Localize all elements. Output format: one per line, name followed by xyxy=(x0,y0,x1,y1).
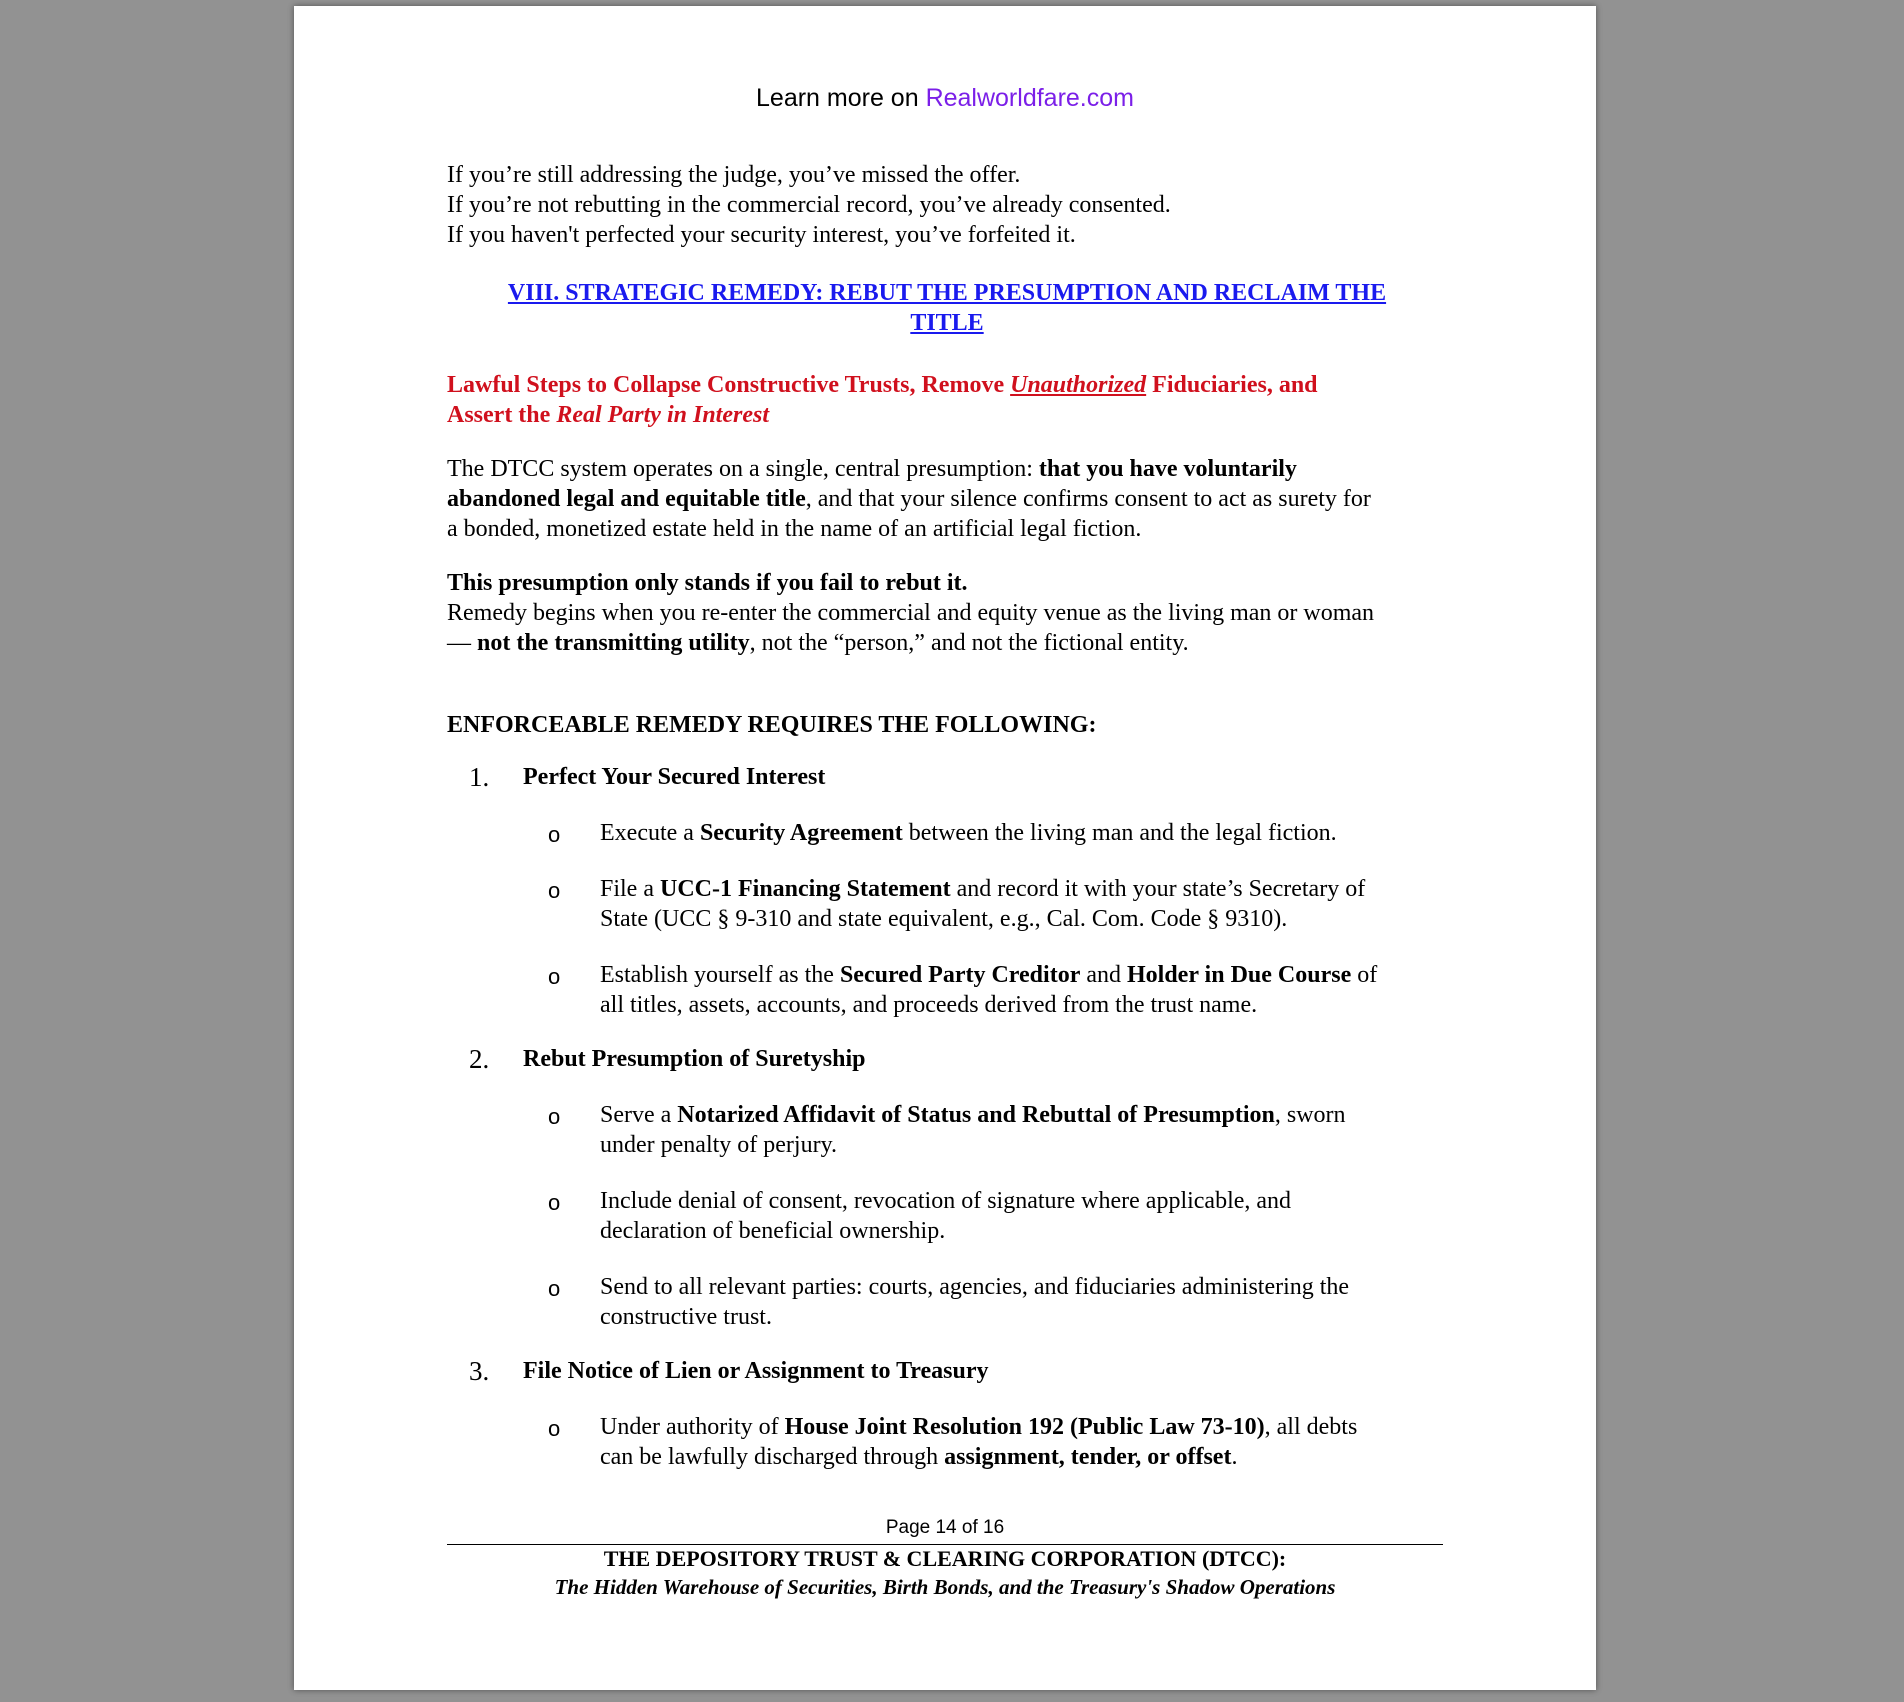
subheading-emphasis: Unauthorized xyxy=(1010,372,1147,398)
paragraph-text: a bonded, monetized estate held in the name of an artificial legal fiction. xyxy=(447,516,1142,542)
intro-lines xyxy=(447,160,1447,250)
sub-text: of xyxy=(1351,962,1378,988)
list-item-title: Rebut Presumption of Suretyship xyxy=(523,1046,866,1072)
hollow-bullet-icon: o xyxy=(548,964,561,989)
sub-text: declaration of beneficial ownership. xyxy=(600,1218,946,1244)
sub-item xyxy=(447,1186,1447,1246)
document-page xyxy=(294,6,1596,1690)
sub-text: Include denial of consent, revocation of signature where applicable, and xyxy=(600,1188,1292,1214)
paragraph-bold: that you have voluntarily xyxy=(1038,456,1297,482)
paragraph-text: Remedy begins when you re-enter the commercial and equity venue as the living man or woman xyxy=(447,600,1375,626)
sub-bold: assignment, tender, or offset xyxy=(944,1444,1232,1470)
subheading-emphasis: Real Party in Interest xyxy=(556,402,769,428)
subheading-text: Fiduciaries, and xyxy=(1146,372,1318,398)
sub-bold: UCC-1 Financing Statement xyxy=(660,876,951,902)
sub-text: State (UCC § 9-310 and state equivalent, e.g., Cal. Com. Code § 9310). xyxy=(600,906,1288,932)
list-item xyxy=(447,1356,1447,1472)
list-item-number: 1. xyxy=(469,762,490,792)
paragraph-text: , and that your silence confirms consent to act as surety for xyxy=(805,486,1371,512)
paragraph-text: — xyxy=(447,630,477,656)
sub-item xyxy=(447,874,1447,934)
hollow-bullet-icon: o xyxy=(548,1190,561,1215)
requirements-heading: ENFORCEABLE REMEDY REQUIRES THE FOLLOWING: xyxy=(447,712,1097,738)
sub-bold: House Joint Resolution 192 (Public Law 73-10) xyxy=(784,1414,1265,1440)
sub-text: Establish yourself as the xyxy=(600,962,840,988)
paragraph-remedy xyxy=(447,568,1447,658)
hollow-bullet-icon: o xyxy=(548,1416,561,1441)
section-heading-link[interactable] xyxy=(447,278,1447,338)
sub-text: , all debts xyxy=(1264,1414,1358,1440)
sub-item xyxy=(447,960,1447,1020)
page-footer xyxy=(447,1516,1443,1601)
paragraph-bold: This presumption only stands if you fail to rebut it. xyxy=(447,570,968,596)
page-header xyxy=(294,84,1596,113)
subheading-text: Assert the xyxy=(447,402,557,428)
page-number: Page 14 of 16 xyxy=(885,1517,1005,1538)
paragraph-text: The DTCC system operates on a single, central presumption: xyxy=(447,456,1039,482)
sub-item xyxy=(447,1412,1447,1472)
sub-text: , sworn xyxy=(1274,1102,1346,1128)
paragraph-presumption xyxy=(447,454,1447,544)
sub-text: Send to all relevant parties: courts, agencies, and fiduciaries administering the xyxy=(600,1274,1350,1300)
intro-line: If you’re not rebutting in the commercial record, you’ve already consented. xyxy=(447,192,1171,218)
sub-bold: Secured Party Creditor xyxy=(839,962,1081,988)
sub-text: under penalty of perjury. xyxy=(600,1132,838,1158)
footer-tagline: The Hidden Warehouse of Securities, Birth Bonds, and the Treasury's Shadow Operations xyxy=(554,1575,1336,1599)
sub-text: and xyxy=(1080,962,1127,988)
sub-text: Execute a xyxy=(600,820,700,846)
sub-text: can be lawfully discharged through xyxy=(600,1444,945,1470)
sub-item xyxy=(447,1100,1447,1160)
list-item xyxy=(447,762,1447,1020)
paragraph-text: , not the “person,” and not the fictional entity. xyxy=(749,630,1189,656)
remedy-list xyxy=(447,762,1447,1472)
list-item-number: 2. xyxy=(469,1044,490,1074)
list-item-title: Perfect Your Secured Interest xyxy=(523,764,826,790)
sub-item xyxy=(447,818,1447,848)
header-prefix: Learn more on xyxy=(756,84,926,112)
list-item-title: File Notice of Lien or Assignment to Treasury xyxy=(523,1358,989,1384)
sub-text: . xyxy=(1231,1444,1238,1470)
subheading xyxy=(447,370,1447,430)
intro-line: If you haven't perfected your security interest, you’ve forfeited it. xyxy=(447,222,1076,248)
hollow-bullet-icon: o xyxy=(548,878,561,903)
hollow-bullet-icon: o xyxy=(548,822,561,847)
section-heading-line2: TITLE xyxy=(910,310,984,336)
paragraph-bold: not the transmitting utility xyxy=(477,630,750,656)
paragraph-bold: abandoned legal and equitable title xyxy=(447,486,806,512)
sub-text: and record it with your state’s Secretary of xyxy=(950,876,1366,902)
hollow-bullet-icon: o xyxy=(548,1276,561,1301)
sub-bold: Holder in Due Course xyxy=(1127,962,1352,988)
sub-bold: Security Agreement xyxy=(699,820,903,846)
footer-org-title: THE DEPOSITORY TRUST & CLEARING CORPORATION (DTCC): xyxy=(603,1546,1287,1571)
header-site-link[interactable]: Realworldfare.com xyxy=(925,84,1134,112)
sub-text: Under authority of xyxy=(600,1414,785,1440)
intro-line: If you’re still addressing the judge, you’ve missed the offer. xyxy=(447,162,1021,188)
sub-bold: Notarized Affidavit of Status and Rebuttal of Presumption xyxy=(677,1102,1275,1128)
list-item xyxy=(447,1044,1447,1332)
list-item-number: 3. xyxy=(469,1356,490,1386)
page-content xyxy=(447,160,1447,1472)
section-heading-line1: VIII. STRATEGIC REMEDY: REBUT THE PRESUMPTION AND RECLAIM THE xyxy=(507,280,1387,306)
subheading-text: Lawful Steps to Collapse Constructive Trusts, Remove xyxy=(447,372,1011,398)
hollow-bullet-icon: o xyxy=(548,1104,561,1129)
sub-text: Serve a xyxy=(600,1102,678,1128)
sub-text: between the living man and the legal fiction. xyxy=(902,820,1337,846)
sub-text: all titles, assets, accounts, and proceeds derived from the trust name. xyxy=(600,992,1258,1018)
sub-item xyxy=(447,1272,1447,1332)
sub-text: File a xyxy=(600,876,660,902)
sub-text: constructive trust. xyxy=(600,1304,772,1330)
